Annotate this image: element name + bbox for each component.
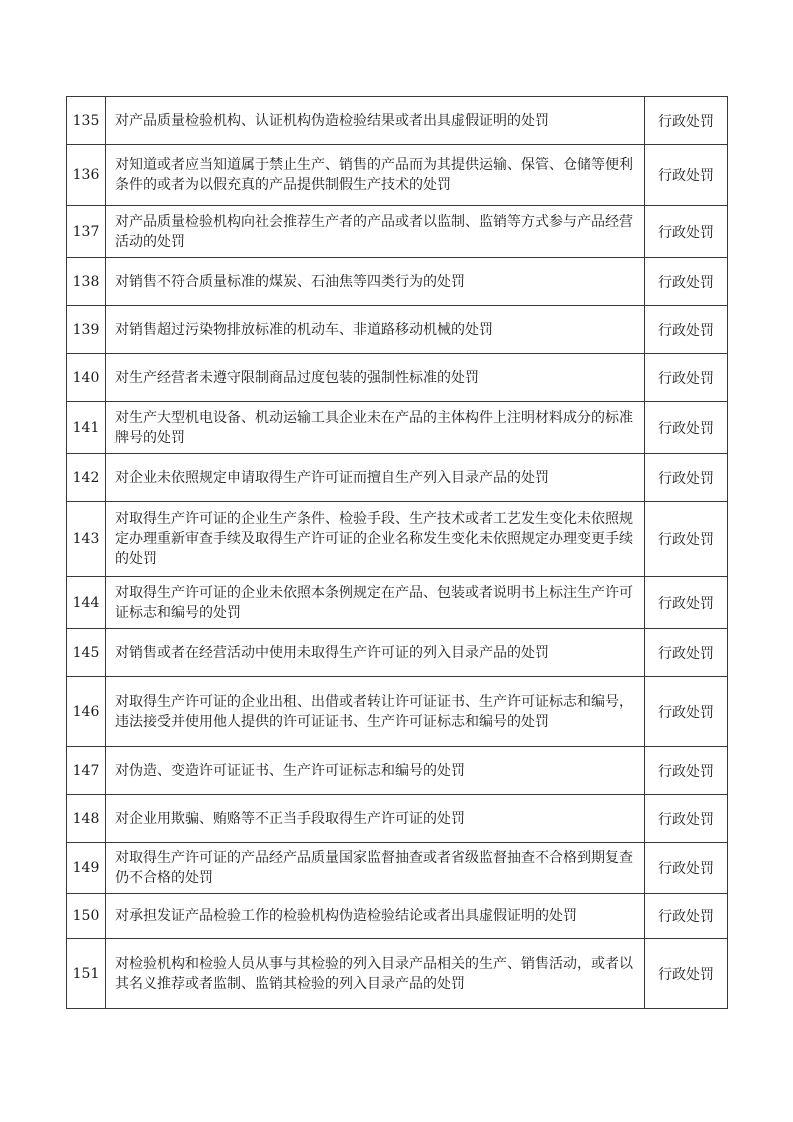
table-row [67, 894, 728, 939]
penalty-item: 对检验机构和检验人员从事与其检验的列入目录产品相关的生产、销售活动，或者以其名义推荐或者监制、监销其检验的列入目录产品的处罚 [106, 939, 645, 1009]
penalty-table-page [66, 96, 727, 1009]
row-number: 145 [67, 629, 106, 677]
penalty-type: 行政处罚 [645, 894, 728, 939]
penalty-type: 行政处罚 [645, 258, 728, 306]
penalty-type: 行政处罚 [645, 454, 728, 502]
table-row [67, 306, 728, 354]
penalty-item: 对企业用欺骗、贿赂等不正当手段取得生产许可证的处罚 [106, 795, 645, 843]
row-number: 137 [67, 206, 106, 258]
table-row [67, 354, 728, 402]
table-row [67, 577, 728, 629]
penalty-type: 行政处罚 [645, 577, 728, 629]
penalty-item: 对销售不符合质量标准的煤炭、石油焦等四类行为的处罚 [106, 258, 645, 306]
penalty-item: 对承担发证产品检验工作的检验机构伪造检验结论或者出具虚假证明的处罚 [106, 894, 645, 939]
table-row [67, 402, 728, 454]
penalty-type: 行政处罚 [645, 97, 728, 145]
penalty-type: 行政处罚 [645, 939, 728, 1009]
penalty-item: 对取得生产许可证的企业生产条件、检验手段、生产技术或者工艺发生变化未依照规定办理重新审查手续及取得生产许可证的企业名称发生变化未依照规定办理变更手续的处罚 [106, 502, 645, 577]
penalty-item: 对知道或者应当知道属于禁止生产、销售的产品而为其提供运输、保管、仓储等便利条件的或者为以假充真的产品提供制假生产技术的处罚 [106, 145, 645, 206]
penalty-item: 对取得生产许可证的企业出租、出借或者转让许可证证书、生产许可证标志和编号，违法接受并使用他人提供的许可证证书、生产许可证标志和编号的处罚 [106, 677, 645, 747]
penalty-type: 行政处罚 [645, 502, 728, 577]
row-number: 151 [67, 939, 106, 1009]
table-row [67, 677, 728, 747]
row-number: 142 [67, 454, 106, 502]
table-row [67, 454, 728, 502]
row-number: 135 [67, 97, 106, 145]
penalty-type: 行政处罚 [645, 795, 728, 843]
penalty-item: 对产品质量检验机构、认证机构伪造检验结果或者出具虚假证明的处罚 [106, 97, 645, 145]
row-number: 149 [67, 843, 106, 894]
penalty-table-body [67, 97, 728, 1009]
penalty-item: 对生产大型机电设备、机动运输工具企业未在产品的主体构件上注明材料成分的标准牌号的处罚 [106, 402, 645, 454]
penalty-item: 对取得生产许可证的产品经产品质量国家监督抽查或者省级监督抽查不合格到期复查仍不合格的处罚 [106, 843, 645, 894]
row-number: 147 [67, 747, 106, 795]
penalty-item: 对伪造、变造许可证证书、生产许可证标志和编号的处罚 [106, 747, 645, 795]
table-row [67, 206, 728, 258]
penalty-type: 行政处罚 [645, 629, 728, 677]
penalty-type: 行政处罚 [645, 206, 728, 258]
table-row [67, 502, 728, 577]
table-row [67, 939, 728, 1009]
penalty-type: 行政处罚 [645, 747, 728, 795]
table-row [67, 97, 728, 145]
penalty-item: 对企业未依照规定申请取得生产许可证而擅自生产列入目录产品的处罚 [106, 454, 645, 502]
row-number: 138 [67, 258, 106, 306]
table-row [67, 843, 728, 894]
row-number: 139 [67, 306, 106, 354]
penalty-item: 对产品质量检验机构向社会推荐生产者的产品或者以监制、监销等方式参与产品经营活动的处罚 [106, 206, 645, 258]
row-number: 136 [67, 145, 106, 206]
penalty-table [66, 96, 728, 1009]
row-number: 150 [67, 894, 106, 939]
row-number: 143 [67, 502, 106, 577]
penalty-type: 行政处罚 [645, 306, 728, 354]
table-row [67, 258, 728, 306]
row-number: 140 [67, 354, 106, 402]
penalty-item: 对销售或者在经营活动中使用未取得生产许可证的列入目录产品的处罚 [106, 629, 645, 677]
penalty-type: 行政处罚 [645, 677, 728, 747]
penalty-type: 行政处罚 [645, 843, 728, 894]
penalty-item: 对生产经营者未遵守限制商品过度包装的强制性标准的处罚 [106, 354, 645, 402]
row-number: 146 [67, 677, 106, 747]
penalty-item: 对取得生产许可证的企业未依照本条例规定在产品、包装或者说明书上标注生产许可证标志和编号的处罚 [106, 577, 645, 629]
penalty-type: 行政处罚 [645, 145, 728, 206]
row-number: 144 [67, 577, 106, 629]
penalty-item: 对销售超过污染物排放标准的机动车、非道路移动机械的处罚 [106, 306, 645, 354]
table-row [67, 145, 728, 206]
table-row [67, 795, 728, 843]
penalty-type: 行政处罚 [645, 354, 728, 402]
table-row [67, 629, 728, 677]
row-number: 141 [67, 402, 106, 454]
penalty-type: 行政处罚 [645, 402, 728, 454]
table-row [67, 747, 728, 795]
row-number: 148 [67, 795, 106, 843]
